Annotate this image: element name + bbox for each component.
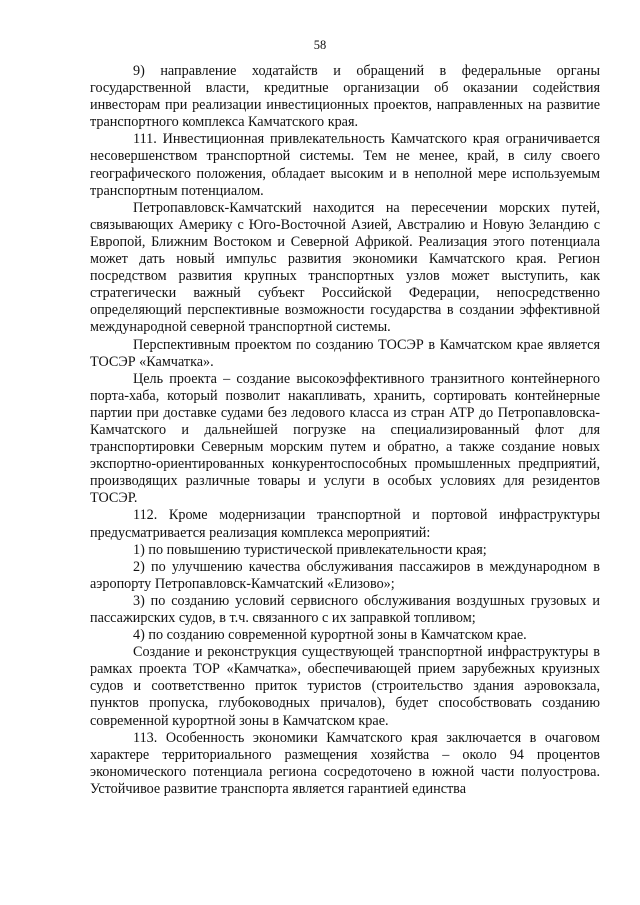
- paragraph-infrastructure: Создание и реконструкция существующей транспортной инфраструктуры в рамках проекта ТОР «Камчатка», обеспечивающей прием зарубежных круизных судов и соответственно приток туристов (строительство здания аэровокзала, пунктов пропуска, глубоководных причалов), будет способствовать созданию современной курортной зоны в Камчатском крае.: [90, 644, 600, 729]
- document-body: [90, 63, 600, 798]
- paragraph-toser-project: Перспективным проектом по созданию ТОСЭР в Камчатском крае является ТОСЭР «Камчатка».: [90, 336, 600, 370]
- paragraph-project-goal: Цель проекта – создание высокоэффективного транзитного контейнерного порта-хаба, который позволит накапливать, хранить, сортировать контейнерные партии при доставке судами без ледового класса из стран АТР до Петропавловска-Камчатского и дальнейшей погрузке на специализированный флот для транспортировки Северным морским путем и обратно, а также создание новых экспортно-ориентированных конкурентоспособных промышленных предприятий, производящих различные товары и услуги в особых условиях для резидентов ТОСЭР.: [90, 370, 600, 507]
- list-item-2: 2) по улучшению качества обслуживания пассажиров в международном в аэропорту Петропавловск-Камчатский «Елизово»;: [90, 558, 600, 592]
- paragraph-petropavlovsk: Петропавловск-Камчатский находится на пересечении морских путей, связывающих Америку с Юго-Восточной Азией, Австралию и Новую Зеландию с Европой, Ближним Востоком и Северной Африкой. Реализация этого потенциала может дать новый импульс развития экономики Камчатского края. Регион посредством развития крупных транспортных узлов может выступить, как стратегически важный субъект Российской Федерации, непосредственно определяющий перспективные возможности государства в создании эффективной международной северной транспортной системы.: [90, 199, 600, 336]
- page-number: 58: [313, 38, 327, 52]
- paragraph-112: 112. Кроме модернизации транспортной и портовой инфраструктуры предусматривается реализация комплекса мероприятий:: [90, 507, 600, 541]
- list-item-1: 1) по повышению туристической привлекательности края;: [133, 541, 487, 558]
- paragraph-item-9: 9) направление ходатайств и обращений в федеральные органы государственной власти, кредитные организации об оказании содействия инвесторам при реализации инвестиционных проектов, направленных на развитие транспортного комплекса Камчатского края.: [90, 63, 600, 131]
- list-item-4: 4) по созданию современной курортной зоны в Камчатском крае.: [133, 627, 527, 644]
- paragraph-111: 111. Инвестиционная привлекательность Камчатского края ограничивается несовершенством транспортной системы. Тем не менее, край, в силу своего географического положения, обладает высоким и в неполной мере используемым транспортным потенциалом.: [90, 131, 600, 199]
- paragraph-113: 113. Особенность экономики Камчатского края заключается в очаговом характере территориального размещения хозяйства – около 94 процентов экономического потенциала региона сосредоточено в южной части полуострова. Устойчивое развитие транспорта является гарантией единства: [90, 729, 600, 797]
- list-item-3: 3) по созданию условий сервисного обслуживания воздушных грузовых и пассажирских судов, в т.ч. связанного с их заправкой топливом;: [90, 592, 600, 626]
